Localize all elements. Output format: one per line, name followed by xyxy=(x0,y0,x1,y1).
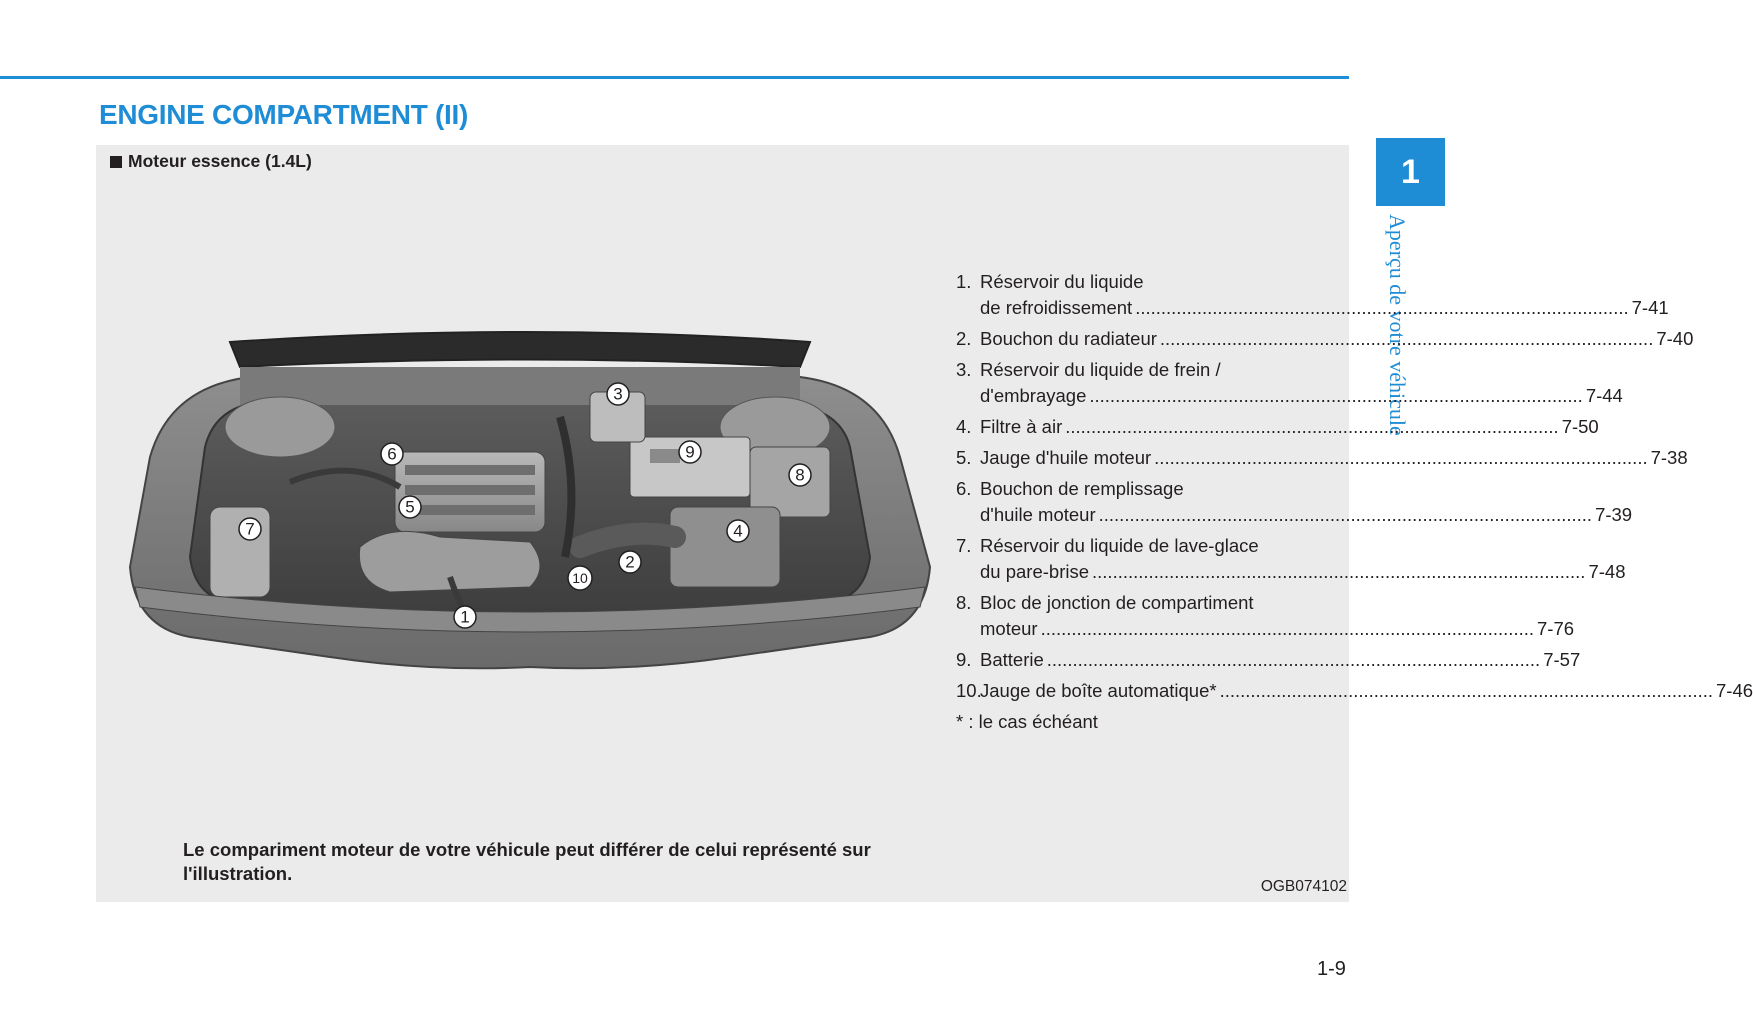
legend-item xyxy=(956,269,1669,321)
legend-item xyxy=(956,445,1688,471)
callout-4 xyxy=(727,520,749,542)
svg-text:1: 1 xyxy=(460,607,470,627)
square-bullet-icon xyxy=(110,156,122,168)
legend-text: Jauge de boîte automatique* xyxy=(980,680,1217,701)
callout-8 xyxy=(789,464,811,486)
chapter-number: 1 xyxy=(1401,152,1420,191)
leader-dots xyxy=(1135,295,1628,321)
svg-text:2: 2 xyxy=(625,552,635,572)
legend-item xyxy=(956,533,1626,585)
legend-page: 7-44 xyxy=(1585,385,1623,406)
legend-number: 5. xyxy=(956,447,972,468)
legend-page: 7-46 xyxy=(1716,680,1753,701)
legend-item xyxy=(956,647,1581,673)
legend-number: 3. xyxy=(956,359,972,380)
leader-dots xyxy=(1160,326,1653,352)
section-heading xyxy=(110,151,312,172)
legend-item xyxy=(956,414,1599,440)
legend-footnote: * : le cas échéant xyxy=(956,711,1098,732)
leader-dots xyxy=(1092,559,1585,585)
legend-item xyxy=(956,326,1694,352)
legend-text: d'huile moteur xyxy=(980,504,1096,525)
legend-page: 7-38 xyxy=(1650,447,1688,468)
legend-item xyxy=(956,357,1623,409)
legend-text: Réservoir du liquide xyxy=(980,271,1144,292)
callout-7 xyxy=(239,518,261,540)
legend-number: 2. xyxy=(956,328,972,349)
callout-2 xyxy=(619,551,641,573)
svg-text:6: 6 xyxy=(387,444,397,464)
chapter-title: Aperçu de votre véhicule xyxy=(1385,214,1410,436)
engine-illustration xyxy=(110,307,948,707)
callout-3 xyxy=(607,383,629,405)
legend-text: Filtre à air xyxy=(980,416,1063,437)
callout-5 xyxy=(399,496,421,518)
legend-page: 7-40 xyxy=(1656,328,1694,349)
svg-text:5: 5 xyxy=(405,497,415,517)
callout-1 xyxy=(454,606,476,628)
callout-9 xyxy=(679,441,701,463)
legend-page: 7-76 xyxy=(1537,618,1575,639)
leader-dots xyxy=(1220,678,1713,704)
legend-text: de refroidissement xyxy=(980,297,1133,318)
legend-item xyxy=(956,678,1753,704)
page-number: 1-9 xyxy=(1317,958,1346,980)
caution-note: Le compariment moteur de votre véhicule peut différer de celui représenté sur l'illustration. xyxy=(183,839,871,884)
legend-text: d'embrayage xyxy=(980,385,1087,406)
callout-10 xyxy=(568,566,592,590)
svg-text:8: 8 xyxy=(795,465,805,485)
leader-dots xyxy=(1099,502,1592,528)
top-rule xyxy=(0,76,1349,79)
svg-text:3: 3 xyxy=(613,384,623,404)
legend-page: 7-48 xyxy=(1588,561,1626,582)
svg-text:9: 9 xyxy=(685,442,695,462)
legend-number: 8. xyxy=(956,592,972,613)
leader-dots xyxy=(1154,445,1647,471)
leader-dots xyxy=(1041,616,1534,642)
svg-text:10: 10 xyxy=(572,570,588,586)
chapter-tab[interactable] xyxy=(1376,138,1445,206)
leader-dots xyxy=(1065,414,1558,440)
legend-page: 7-50 xyxy=(1561,416,1599,437)
legend-number: 4. xyxy=(956,416,972,437)
legend-number: 10. xyxy=(956,680,982,701)
legend-text: Jauge d'huile moteur xyxy=(980,447,1152,468)
legend-text: Bouchon du radiateur xyxy=(980,328,1157,349)
section-heading-text: Moteur essence (1.4L) xyxy=(128,151,312,171)
svg-text:4: 4 xyxy=(733,521,743,541)
legend-page: 7-57 xyxy=(1543,649,1581,670)
svg-text:7: 7 xyxy=(245,519,255,539)
image-code: OGB074102 xyxy=(1260,878,1347,895)
legend-page: 7-41 xyxy=(1631,297,1669,318)
legend-number: 7. xyxy=(956,535,972,556)
legend-page: 7-39 xyxy=(1595,504,1633,525)
legend-number: 1. xyxy=(956,271,972,292)
leader-dots xyxy=(1047,647,1540,673)
legend-number: 6. xyxy=(956,478,972,499)
legend-text: du pare-brise xyxy=(980,561,1090,582)
legend-text: Bouchon de remplissage xyxy=(980,478,1184,499)
legend-item xyxy=(956,476,1633,528)
legend-text: Batterie xyxy=(980,649,1044,670)
legend-text: Réservoir du liquide de frein / xyxy=(980,359,1221,380)
leader-dots xyxy=(1089,383,1582,409)
legend-number: 9. xyxy=(956,649,972,670)
legend-item xyxy=(956,590,1575,642)
callout-6 xyxy=(381,443,403,465)
legend-text: Réservoir du liquide de lave-glace xyxy=(980,535,1259,556)
legend-text: moteur xyxy=(980,618,1038,639)
legend-text: Bloc de jonction de compartiment xyxy=(980,592,1254,613)
page-title: ENGINE COMPARTMENT (II) xyxy=(99,99,469,130)
